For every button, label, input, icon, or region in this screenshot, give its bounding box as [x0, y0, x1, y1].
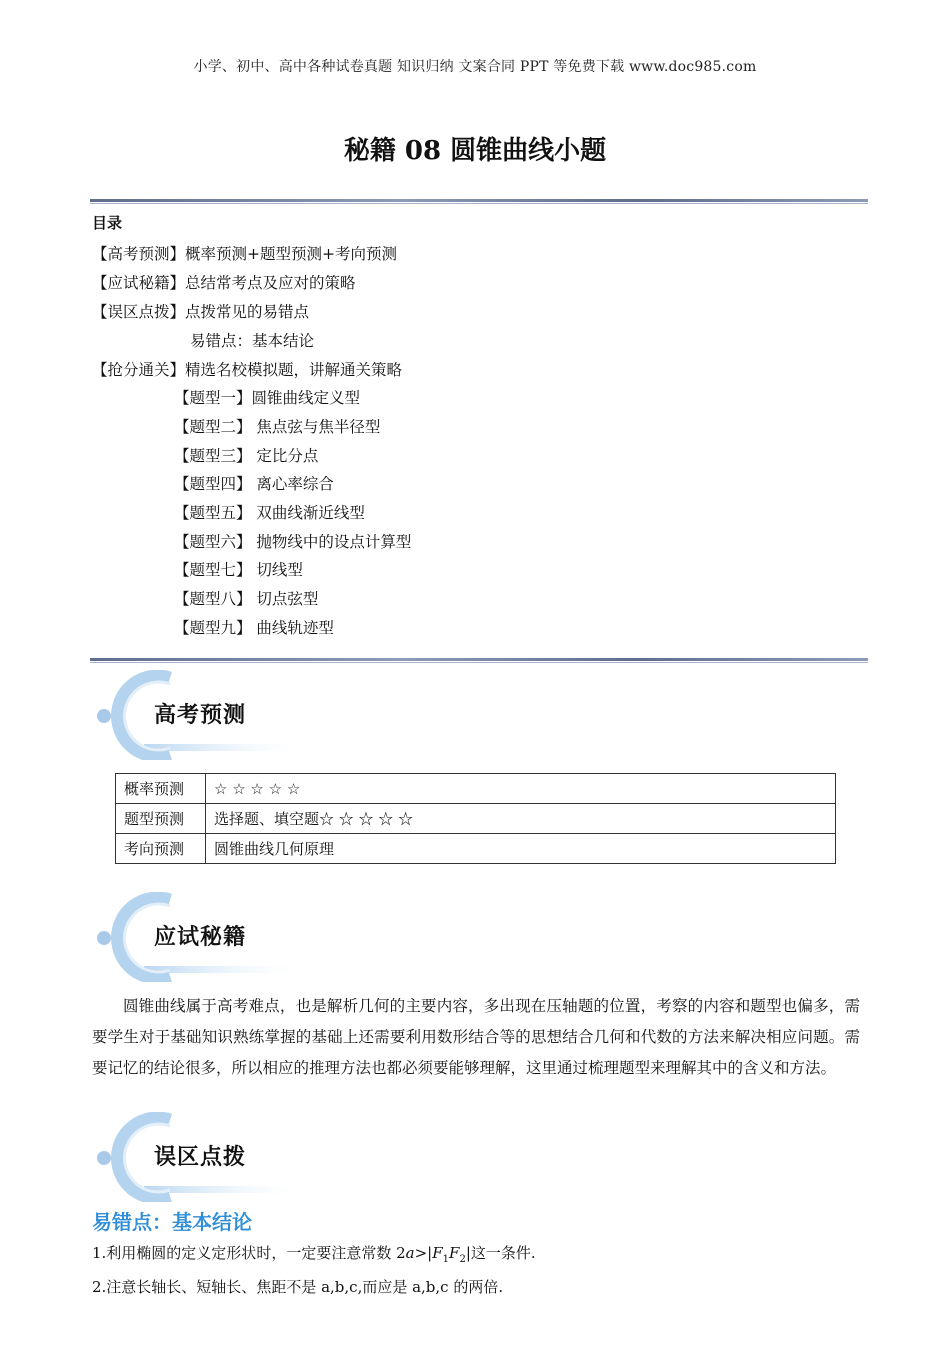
table-value: ☆ ☆ ☆ ☆ ☆: [206, 774, 836, 804]
section-title-secrets: 应试秘籍: [154, 925, 247, 950]
math-gt: >|: [414, 1244, 433, 1262]
toc-item-scoring[interactable]: 【抢分通关】精选名校模拟题，讲解通关策略: [92, 361, 403, 379]
table-row: [116, 834, 836, 864]
math-var-f2: F: [449, 1244, 460, 1262]
table-row: [116, 774, 836, 804]
toc-item-secrets[interactable]: 【应试秘籍】总结常考点及应对的策略: [92, 274, 356, 292]
math-var-a: a: [405, 1244, 415, 1262]
page-title: 秘籍 08 圆锥曲线小题: [343, 136, 607, 166]
divider-bottom: [90, 658, 868, 664]
table-row: [116, 804, 836, 834]
error-item-2: 2.注意长轴长、短轴长、焦距不是 a,b,c,而应是 a,b,c 的两倍.: [92, 1278, 504, 1296]
math-var-f1: F: [432, 1244, 443, 1262]
error-point-heading: 易错点：基本结论: [92, 1210, 252, 1234]
table-key: 题型预测: [116, 804, 206, 834]
error-item-1: [92, 1242, 536, 1265]
toc-item-pitfalls[interactable]: 【误区点拨】点拨常见的易错点: [92, 303, 310, 321]
toc-heading: 目录: [92, 214, 123, 232]
toc-item-type-3[interactable]: 【题型三】 定比分点: [174, 447, 319, 465]
toc-item-error-point[interactable]: 易错点：基本结论: [190, 332, 315, 350]
toc-item-type-4[interactable]: 【题型四】 离心率综合: [174, 475, 334, 493]
toc-item-type-8[interactable]: 【题型八】 切点弦型: [174, 590, 319, 608]
toc-item-type-5[interactable]: 【题型五】 双曲线渐近线型: [174, 504, 365, 522]
error-item-1-prefix: 1.利用椭圆的定义定形状时，一定要注意常数 2: [92, 1244, 406, 1262]
section-badge-forecast: [92, 670, 302, 760]
toc-item-forecast[interactable]: 【高考预测】概率预测+题型预测+考向预测: [92, 245, 397, 263]
table-value: 圆锥曲线几何原理: [206, 834, 836, 864]
forecast-table: [115, 773, 836, 864]
toc-item-type-9[interactable]: 【题型九】 曲线轨迹型: [174, 619, 334, 637]
math-sub-2: 2: [459, 1254, 466, 1265]
section-badge-secrets: [92, 892, 302, 982]
section-title-forecast: 高考预测: [154, 703, 247, 728]
table-value: 选择题、填空题☆ ☆ ☆ ☆ ☆: [206, 804, 836, 834]
section-title-pitfalls: 误区点拨: [154, 1145, 247, 1170]
table-key: 考向预测: [116, 834, 206, 864]
table-key: 概率预测: [116, 774, 206, 804]
section-badge-pitfalls: [92, 1112, 302, 1202]
error-item-1-suffix: |这一条件.: [465, 1244, 536, 1262]
toc-item-type-7[interactable]: 【题型七】 切线型: [174, 561, 303, 579]
site-header: 小学、初中、高中各种试卷真题 知识归纳 文案合同 PPT 等免费下载 www.doc985.com: [193, 59, 757, 75]
divider-top: [90, 199, 868, 205]
toc-item-type-6[interactable]: 【题型六】 抛物线中的设点计算型: [174, 533, 412, 551]
secrets-paragraph: 圆锥曲线属于高考难点，也是解析几何的主要内容，多出现在压轴题的位置，考察的内容和题型也偏多，需要学生对于基础知识熟练掌握的基础上还需要利用数形结合等的思想结合几何和代数的方法来解决相应问题。需要记忆的结论很多，所以相应的推理方法也都必须要能够理解，这里通过梳理题型来理解其中的含义和方法。: [92, 997, 860, 1077]
math-sub-1: 1: [442, 1254, 450, 1265]
toc-item-type-2[interactable]: 【题型二】 焦点弦与焦半径型: [174, 418, 381, 436]
toc-item-type-1[interactable]: 【题型一】圆锥曲线定义型: [174, 389, 361, 407]
